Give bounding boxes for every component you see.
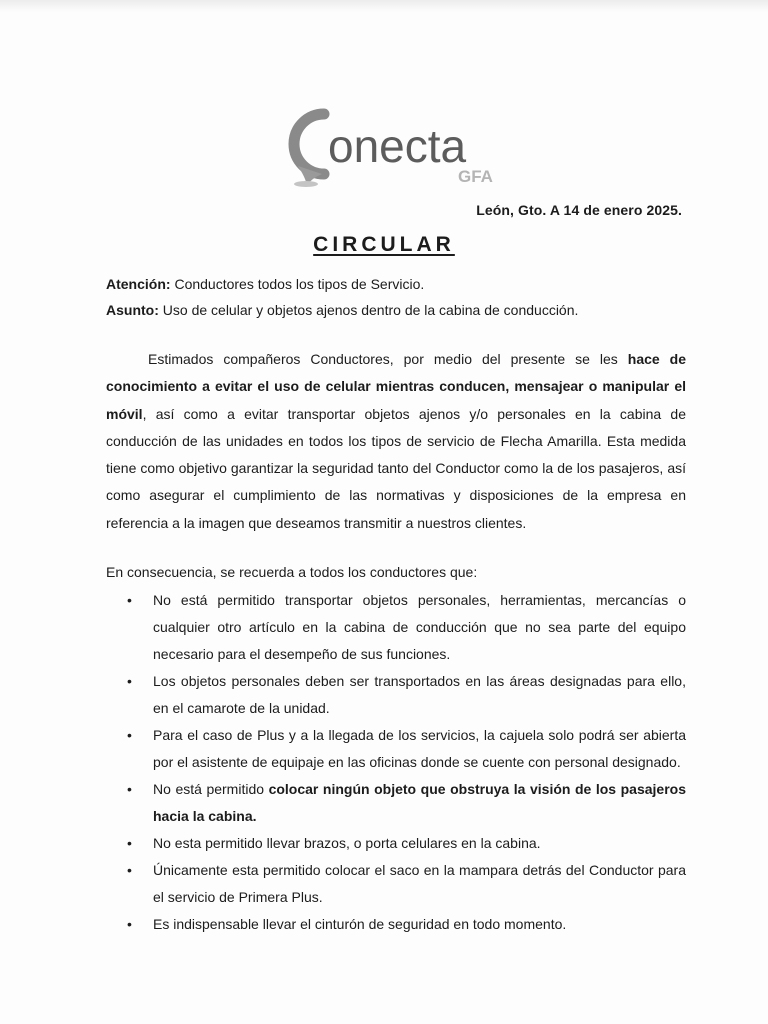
list-item-text: Para el caso de Plus y a la llegada de los servicios, la cajuela solo podrá ser abierta por el asistente de equipaje en las oficinas donde se cuente con personal designado. <box>153 727 686 770</box>
logo-sub-text: GFA <box>458 167 493 186</box>
attention-text: Conductores todos los tipos de Servicio. <box>170 276 425 292</box>
paragraph-text-1: Estimados compañeros Conductores, por medio del presente se les <box>148 351 628 367</box>
list-item <box>106 911 686 938</box>
subject-label: Asunto: <box>106 302 159 318</box>
list-item <box>106 776 686 830</box>
bullet-marker: • <box>127 673 132 689</box>
bullet-marker: • <box>127 781 132 797</box>
bullet-marker: • <box>127 862 132 878</box>
bullet-marker: • <box>127 727 132 743</box>
attention-label: Atención: <box>106 276 171 292</box>
list-item <box>106 587 686 668</box>
list-item-text: Únicamente esta permitido colocar el saco en la mampara detrás del Conductor para el servicio de Primera Plus. <box>153 862 686 905</box>
list-item-text: No está permitido transportar objetos personales, herramientas, mercancías o cualquier otro artículo en la cabina de conducción que no sea parte del equipo necesario para el desempeño de sus funciones. <box>153 592 686 662</box>
list-item-text: Es indispensable llevar el cinturón de seguridad en todo momento. <box>153 916 567 932</box>
body-paragraph <box>106 346 686 537</box>
bullet-marker: • <box>127 916 132 932</box>
logo-brand-text: onecta <box>328 120 467 172</box>
subject-text: Uso de celular y objetos ajenos dentro de la cabina de conducción. <box>158 302 579 318</box>
company-logo <box>282 104 512 190</box>
list-item <box>106 668 686 722</box>
document-date: León, Gto. A 14 de enero 2025. <box>476 202 682 218</box>
list-item <box>106 722 686 776</box>
bullet-marker: • <box>127 835 132 851</box>
document-title <box>0 233 768 257</box>
list-item <box>106 830 686 857</box>
list-item <box>106 857 686 911</box>
paragraph-text-2: , así como a evitar transportar objetos ajenos y/o personales en la cabina de conducción de las unidades en todos los tipos de servicio de Flecha Amarilla. Esta medida tiene como objetivo garantizar la seguridad tanto del Conductor como la de los pasajeros, así como asegurar el cumplimiento de las normativas y disposiciones de la empresa en referencia a la imagen que deseamos transmitir a nuestros clientes. <box>106 405 686 531</box>
subject-line <box>106 302 578 318</box>
paragraph-bold-1: hace de conocimiento a evitar el uso de celular mientras conducen, mensajear o manipular el móvil <box>106 351 687 422</box>
list-item-text: Los objetos personales deben ser transportados en las áreas designadas para ello, en el camarote de la unidad. <box>153 673 686 716</box>
attention-line <box>106 276 424 292</box>
page-top-edge <box>0 0 768 12</box>
list-item-text: No está permitido <box>153 781 269 797</box>
list-item-bold-text: colocar ningún objeto que obstruya la visión de los pasajeros hacia la cabina. <box>153 781 687 824</box>
bullet-marker: • <box>127 592 132 608</box>
rules-list <box>106 587 686 938</box>
document-title-text: CIRCULAR <box>313 233 455 256</box>
list-intro: En consecuencia, se recuerda a todos los conductores que: <box>106 564 478 580</box>
list-item-text: No esta permitido llevar brazos, o porta celulares en la cabina. <box>153 835 541 851</box>
conecta-logo-icon <box>282 104 512 190</box>
